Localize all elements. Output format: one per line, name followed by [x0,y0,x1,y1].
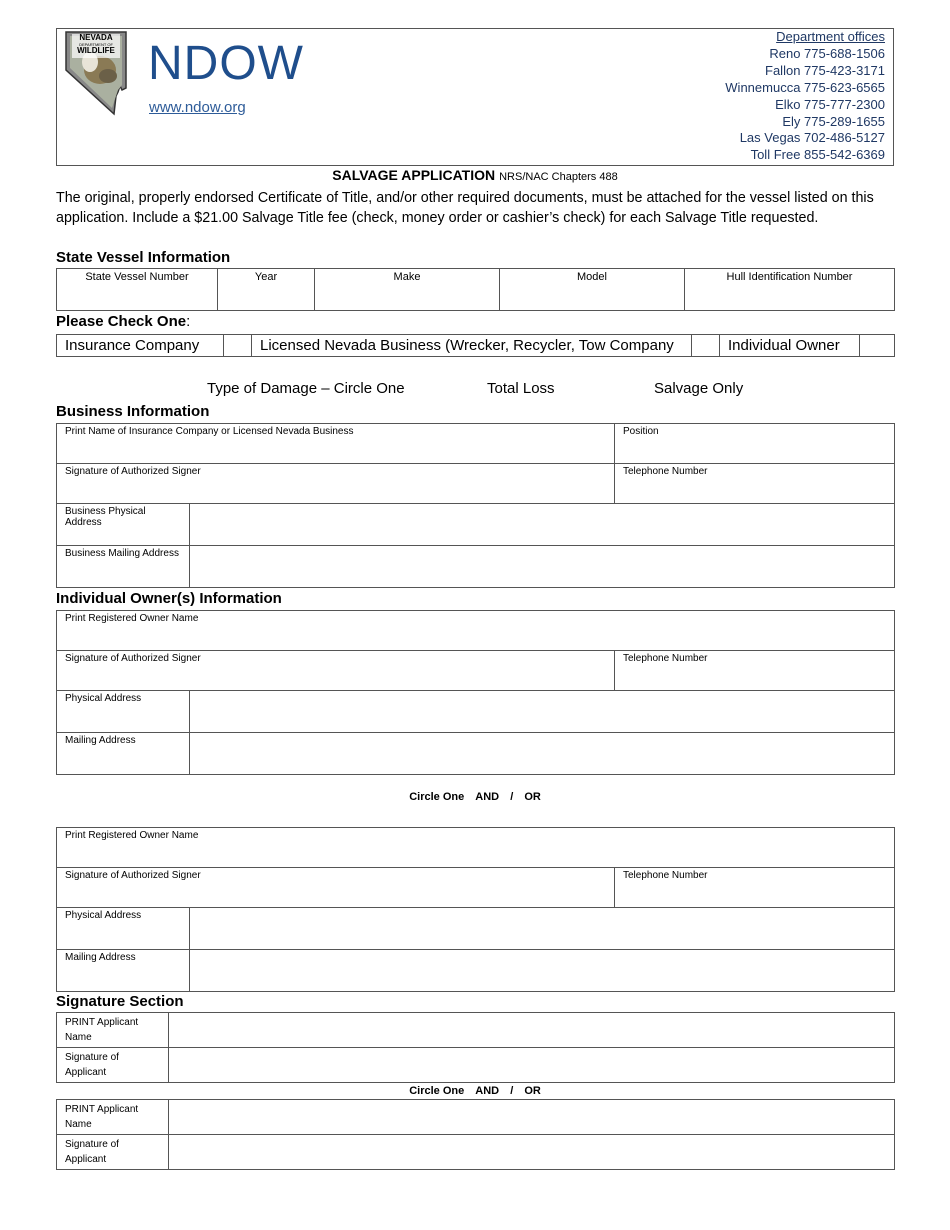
owner-heading: Individual Owner(s) Information [56,590,282,607]
applicant1-signature-label: Signature of Applicant [57,1048,169,1083]
business-mailing-address-label: Business Mailing Address [57,546,190,588]
form-title: SALVAGE APPLICATION [332,167,496,183]
vessel-number-label: State Vessel Number [85,271,189,283]
damage-total-loss[interactable]: Total Loss [487,380,555,397]
owner1-physical-address-field[interactable] [190,691,895,733]
owner1-physical-address-label: Physical Address [57,691,190,733]
vessel-number-field[interactable] [57,269,218,311]
owner2-table-top [56,827,895,908]
owner2-telephone-field[interactable] [615,868,895,908]
owner1-mailing-address-label: Mailing Address [57,733,190,775]
applicant2-signature-field[interactable] [169,1135,895,1170]
checkbox-insurance-company[interactable] [224,335,252,357]
vessel-table [56,268,895,311]
vessel-model-label: Model [577,271,607,283]
office-toll-free: Toll Free 855-542-6369 [750,147,885,163]
business-physical-address-label: Business Physical Address [57,504,190,546]
circle-or[interactable]: OR [524,791,541,803]
circle-one-label-2: Circle One [409,1085,465,1097]
business-position-field[interactable] [615,424,895,464]
applicant1-signature-field[interactable] [169,1048,895,1083]
circle-slash-2: / [510,1085,514,1097]
owner1-mailing-address-field[interactable] [190,733,895,775]
office-las-vegas: Las Vegas 702-486-5127 [739,130,885,146]
vessel-hin-label: Hull Identification Number [726,271,853,283]
check-one-label: Please Check One [56,313,187,330]
vessel-heading: State Vessel Information [56,249,231,266]
owner1-telephone-field[interactable] [615,651,895,691]
check-one-heading: Please Check One: [56,313,191,330]
owner2-signature-field[interactable] [57,868,615,908]
applicant1-print-name-label: PRINT Applicant Name [57,1013,169,1048]
signature-table-2 [56,1099,895,1170]
applicant2-print-name-label: PRINT Applicant Name [57,1100,169,1135]
circle-and[interactable]: AND [475,791,500,803]
ndow-title: NDOW [148,37,304,90]
business-physical-address-field[interactable] [190,504,895,546]
damage-type-label: Type of Damage – Circle One [207,380,405,397]
owner1-name-field[interactable] [57,611,895,651]
signature-table-1 [56,1012,895,1083]
applicant2-print-name-field[interactable] [169,1100,895,1135]
check-one-table [56,334,895,357]
vessel-model-field[interactable] [500,269,685,311]
signature-heading: Signature Section [56,993,184,1010]
intro-paragraph: The original, properly endorsed Certificate of Title, and/or other required documents, must be attached for the vessel listed on this application. Include a $21.00 Salvage Title fee (check, money order or cashier’s check) for each Salvage Title requested. [56,190,874,226]
vessel-make-field[interactable] [315,269,500,311]
business-name-label: Print Name of Insurance Company or Licensed Nevada Business [65,426,354,437]
office-fallon: Fallon 775-423-3171 [765,62,885,78]
ndow-website-link[interactable]: www.ndow.org [149,99,246,116]
logo-text-top: NEVADA [79,33,113,42]
applicant1-print-name-field[interactable] [169,1013,895,1048]
option-licensed-business: Licensed Nevada Business (Wrecker, Recycler, Tow Company [252,335,692,357]
circle-slash: / [510,791,514,803]
circle-one-applicants [0,1085,950,1097]
owner2-physical-address-label: Physical Address [57,908,190,950]
option-insurance-company: Insurance Company [57,335,224,357]
owner1-table-top [56,610,895,691]
owner2-name-label: Print Registered Owner Name [65,830,199,841]
owner2-signature-label: Signature of Authorized Signer [65,870,201,881]
business-mailing-address-field[interactable] [190,546,895,588]
owner1-signature-field[interactable] [57,651,615,691]
vessel-make-label: Make [393,271,421,283]
logo-text-bottom: WILDLIFE [77,46,115,55]
department-offices [725,29,885,164]
business-position-label: Position [623,426,659,437]
circle-and-2[interactable]: AND [475,1085,500,1097]
owner2-table-address [56,907,895,992]
business-telephone-label: Telephone Number [623,466,708,477]
office-ely: Ely 775-289-1655 [782,113,885,129]
owner1-table-address [56,690,895,775]
vessel-year-label: Year [254,271,278,283]
owner2-mailing-address-field[interactable] [190,950,895,992]
circle-one-label: Circle One [409,791,465,803]
owner2-physical-address-field[interactable] [190,908,895,950]
owner2-mailing-address-label: Mailing Address [57,950,190,992]
damage-salvage-only[interactable]: Salvage Only [654,380,744,397]
owner2-telephone-label: Telephone Number [623,870,708,881]
owner1-telephone-label: Telephone Number [623,653,708,664]
office-elko: Elko 775-777-2300 [775,96,885,112]
office-winnemucca: Winnemucca 775-623-6565 [725,79,885,95]
applicant2-signature-label: Signature of Applicant [57,1135,169,1170]
owner1-name-label: Print Registered Owner Name [65,613,199,624]
circle-one-owners [0,791,950,803]
office-reno: Reno 775-688-1506 [769,45,885,61]
ndow-logo [64,30,128,118]
offices-title-link[interactable]: Department offices [776,29,885,44]
form-subtitle: NRS/NAC Chapters 488 [499,171,618,183]
circle-or-2[interactable]: OR [524,1085,541,1097]
vessel-year-field[interactable] [218,269,315,311]
owner2-name-field[interactable] [57,828,895,868]
business-table-top [56,423,895,504]
business-heading: Business Information [56,403,210,420]
checkbox-licensed-business[interactable] [692,335,720,357]
application-title [0,167,950,183]
logo-text-mid: DEPARTMENT OF [79,42,113,47]
owner1-signature-label: Signature of Authorized Signer [65,653,201,664]
business-signature-field[interactable] [57,464,615,504]
business-signature-label: Signature of Authorized Signer [65,466,201,477]
business-name-field[interactable] [57,424,615,464]
checkbox-individual-owner[interactable] [860,335,895,357]
business-table-address [56,503,895,588]
vessel-hin-field[interactable] [685,269,895,311]
business-telephone-field[interactable] [615,464,895,504]
option-individual-owner: Individual Owner [720,335,860,357]
